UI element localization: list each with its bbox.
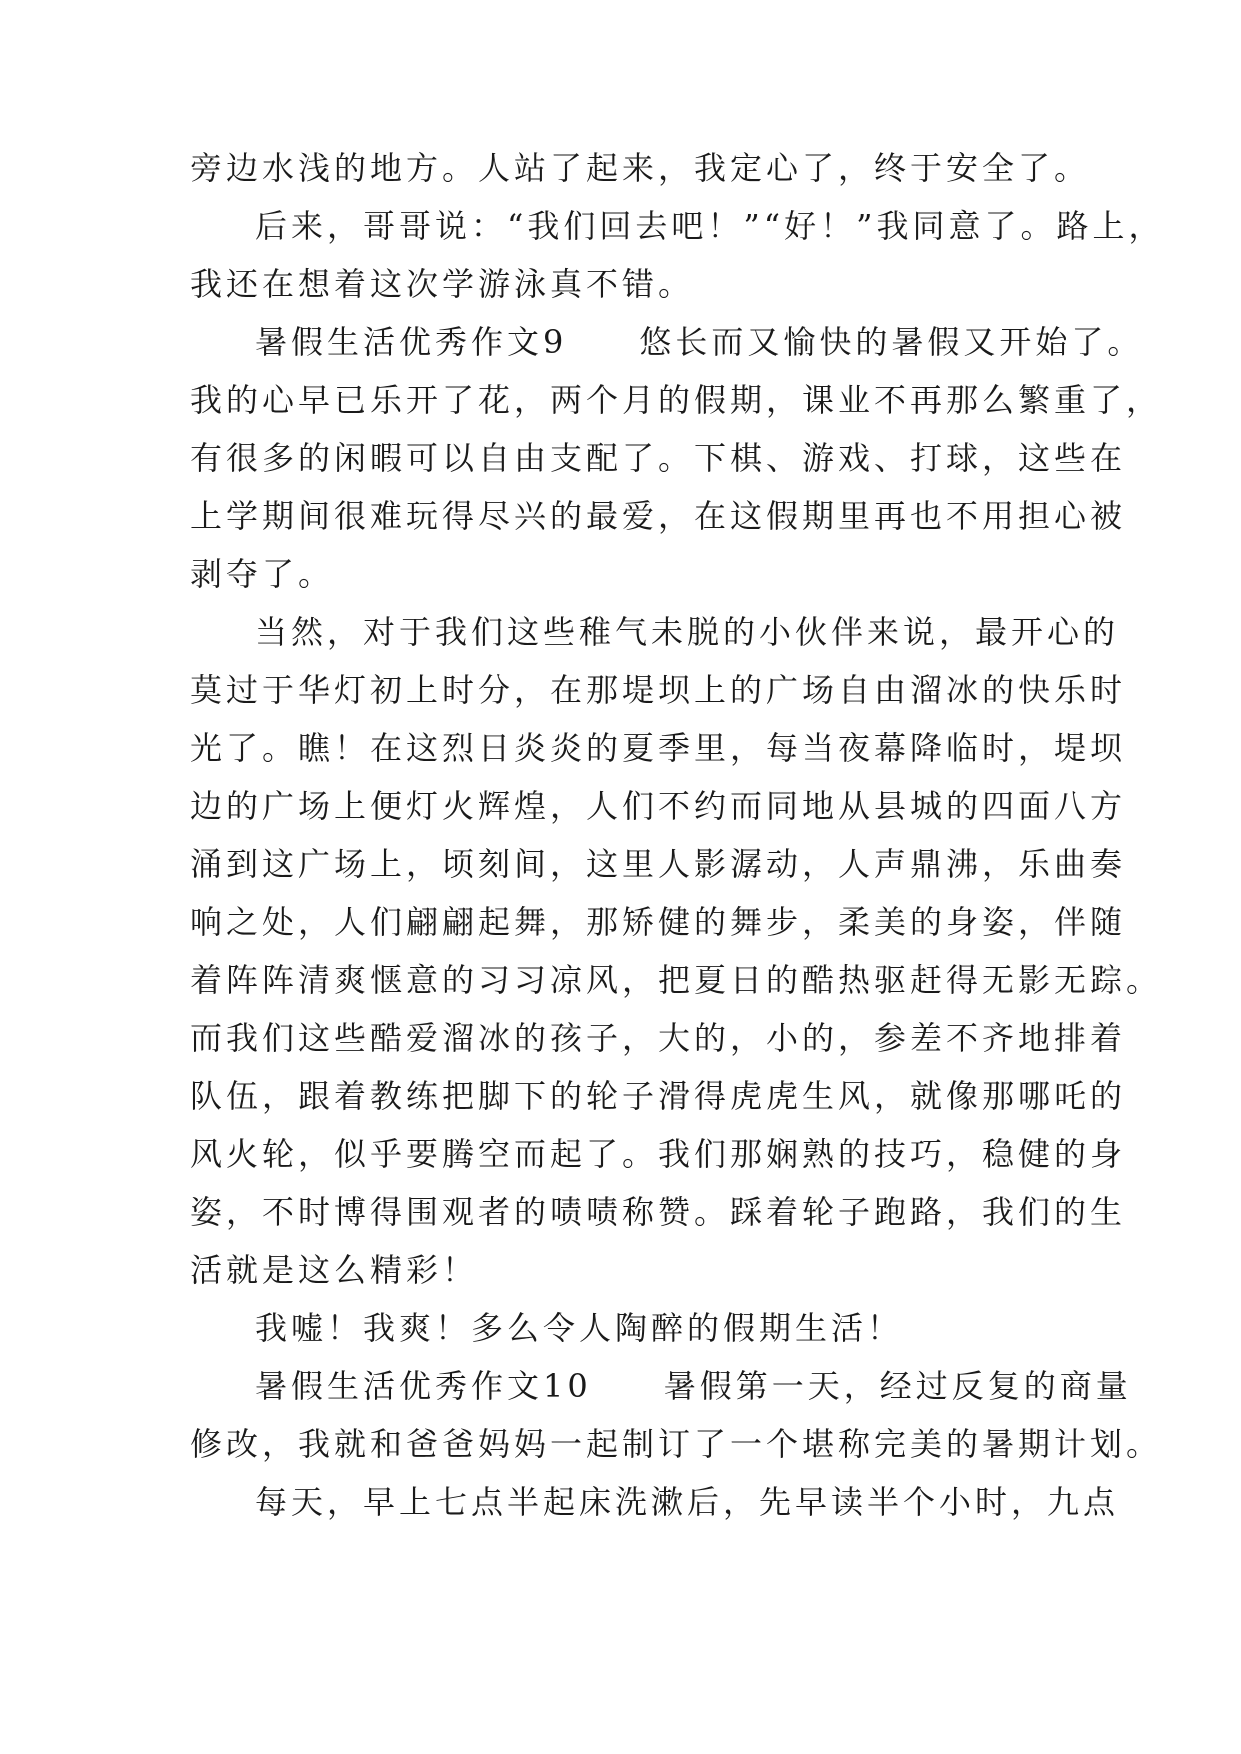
text-line: 每天，早上七点半起床洗漱后，先早读半个小时，九点 <box>255 1483 1120 1521</box>
text-line: 风火轮，似乎要腾空而起了。我们那娴熟的技巧，稳健的身 <box>190 1135 1127 1173</box>
section-heading-line: 暑假生活优秀作文10 暑假第一天，经过反复的商量 <box>255 1367 1132 1405</box>
text-line: 队伍，跟着教练把脚下的轮子滑得虎虎生风，就像那哪吒的 <box>190 1077 1127 1115</box>
text-line: 有很多的闲暇可以自由支配了。下棋、游戏、打球，这些在 <box>190 439 1127 477</box>
text-line: 旁边水浅的地方。人站了起来，我定心了，终于安全了。 <box>190 149 1091 187</box>
text-line: 我嘘！我爽！多么令人陶醉的假期生活！ <box>255 1309 904 1347</box>
text-line: 涌到这广场上，顷刻间，这里人影潺动，人声鼎沸，乐曲奏 <box>190 845 1127 883</box>
section-heading-line: 暑假生活优秀作文9 悠长而又愉快的暑假又开始了。 <box>255 323 1144 361</box>
text-line: 剥夺了。 <box>190 555 335 593</box>
text-line: 修改，我就和爸爸妈妈一起制订了一个堪称完美的暑期计划。 <box>190 1425 1163 1463</box>
text-line: 姿，不时博得围观者的啧啧称赞。踩着轮子跑路，我们的生 <box>190 1193 1127 1231</box>
text-line: 而我们这些酷爱溜冰的孩子，大的，小的，参差不齐地排着 <box>190 1019 1127 1057</box>
text-line: 后来，哥哥说：“我们回去吧！”“好！”我同意了。路上， <box>255 207 1165 245</box>
text-line: 我的心早已乐开了花，两个月的假期，课业不再那么繁重了， <box>190 381 1163 419</box>
text-line: 活就是这么精彩！ <box>190 1251 479 1289</box>
text-line: 响之处，人们翩翩起舞，那矫健的舞步，柔美的身姿，伴随 <box>190 903 1127 941</box>
text-line: 光了。瞧！在这烈日炎炎的夏季里，每当夜幕降临时，堤坝 <box>190 729 1127 767</box>
text-line: 莫过于华灯初上时分，在那堤坝上的广场自由溜冰的快乐时 <box>190 671 1127 709</box>
text-line: 着阵阵清爽惬意的习习凉风，把夏日的酷热驱赶得无影无踪。 <box>190 961 1163 999</box>
text-line: 我还在想着这次学游泳真不错。 <box>190 265 695 303</box>
text-line: 上学期间很难玩得尽兴的最爱，在这假期里再也不用担心被 <box>190 497 1127 535</box>
text-line: 当然，对于我们这些稚气未脱的小伙伴来说，最开心的 <box>255 613 1120 651</box>
text-line: 边的广场上便灯火辉煌，人们不约而同地从县城的四面八方 <box>190 787 1127 825</box>
